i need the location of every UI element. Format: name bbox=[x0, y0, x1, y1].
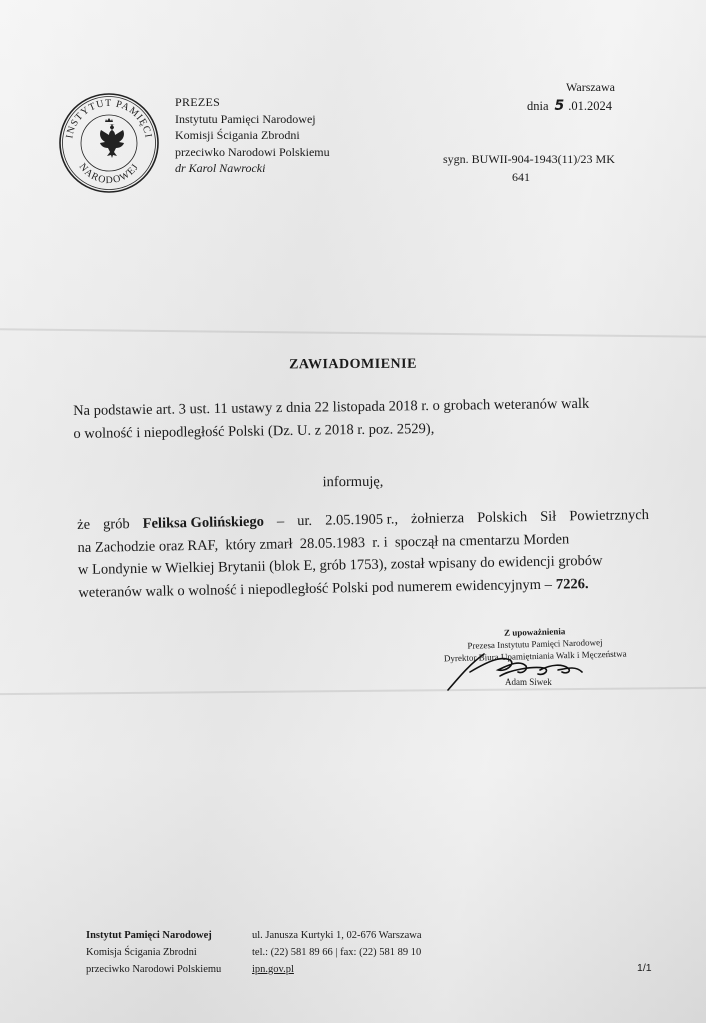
sender-name: dr Karol Nawrocki bbox=[175, 161, 266, 175]
paragraph-line: na Zachodzie oraz RAF, który zmarł 28.05.1983 r. i spoczął na cmentarzu Morden bbox=[77, 530, 570, 556]
legal-basis-paragraph bbox=[73, 392, 674, 446]
word: grób bbox=[102, 516, 130, 533]
page-number: 1/1 bbox=[637, 962, 652, 974]
footer-organization bbox=[86, 927, 221, 978]
ipn-seal-logo bbox=[58, 92, 160, 194]
footer-contact bbox=[252, 927, 422, 978]
birth-date: 2.05.1905 r., bbox=[324, 511, 399, 529]
authorization-line: Prezesa Instytutu Pamięci Narodowej bbox=[467, 637, 603, 651]
sender-line: przeciwko Narodowi Polskiemu bbox=[175, 144, 330, 159]
date-day-handwritten: 5 bbox=[554, 98, 565, 114]
word: Polskich bbox=[477, 509, 528, 527]
footer-address: ul. Janusza Kurtyki 1, 02-676 Warszawa bbox=[252, 930, 422, 941]
authorization-line: Dyrektor Biura Upamiętniania Walk i Męczeństwa bbox=[443, 648, 627, 664]
inform-line: informuję, bbox=[322, 473, 384, 491]
paragraph-line: w Londynie w Wielkiej Brytanii (blok E, grób 1753), został wpisany do ewidencji grobów bbox=[77, 552, 603, 578]
word: żołnierza bbox=[410, 510, 465, 528]
word: że bbox=[77, 516, 91, 533]
signatory-name: Adam Siwek bbox=[505, 677, 552, 687]
footer-line: Instytut Pamięci Narodowej bbox=[86, 930, 212, 941]
notification-paragraph bbox=[77, 504, 650, 604]
paper-fold bbox=[0, 687, 706, 695]
word: Sił bbox=[539, 508, 557, 525]
sender-block bbox=[175, 94, 330, 177]
paper-fold bbox=[0, 328, 706, 337]
paragraph-line: o wolność i niepodległość Polski (Dz. U. z 2018 r. poz. 2529), bbox=[73, 420, 435, 442]
sender-line: Instytutu Pamięci Narodowej bbox=[175, 111, 316, 126]
word: Powietrznych bbox=[569, 507, 650, 525]
sender-title: PREZES bbox=[175, 95, 221, 109]
word: – bbox=[276, 513, 285, 530]
reference-number: 641 bbox=[512, 170, 530, 184]
date-rest: .01.2024 bbox=[568, 99, 613, 113]
footer-line: Komisja Ścigania Zbrodni bbox=[86, 947, 197, 958]
footer-line: przeciwko Narodowi Polskiemu bbox=[86, 964, 222, 975]
paragraph-line: Na podstawie art. 3 ust. 11 ustawy z dnia 22 listopada 2018 r. o grobach weteranów walk bbox=[73, 395, 590, 419]
sender-line: Komisji Ścigania Zbrodni bbox=[175, 128, 300, 142]
date bbox=[527, 98, 612, 114]
footer-website-link[interactable]: ipn.gov.pl bbox=[252, 964, 294, 975]
place: Warszawa bbox=[566, 80, 616, 94]
registry-number: 7226. bbox=[555, 575, 589, 593]
paragraph-text: weteranów walk o wolność i niepodległość Polski pod numerem ewidencyjnym – bbox=[78, 576, 553, 601]
document-title: ZAWIADOMIENIE bbox=[289, 356, 417, 373]
svg-text:NARODOWEJ: NARODOWEJ bbox=[76, 161, 142, 187]
footer-phone: tel.: (22) 581 89 66 | fax: (22) 581 89 10 bbox=[252, 947, 422, 958]
date-prefix: dnia bbox=[527, 99, 549, 113]
deceased-name: Feliksa Golińskiego bbox=[142, 513, 265, 532]
reference-signature: sygn. BUWII-904-1943(11)/23 MK bbox=[443, 152, 615, 166]
word: ur. bbox=[297, 512, 313, 530]
svg-text:INSTYTUT PAMIĘCI: INSTYTUT PAMIĘCI bbox=[64, 97, 154, 140]
authorization-line: Z upoważnienia bbox=[503, 626, 566, 638]
